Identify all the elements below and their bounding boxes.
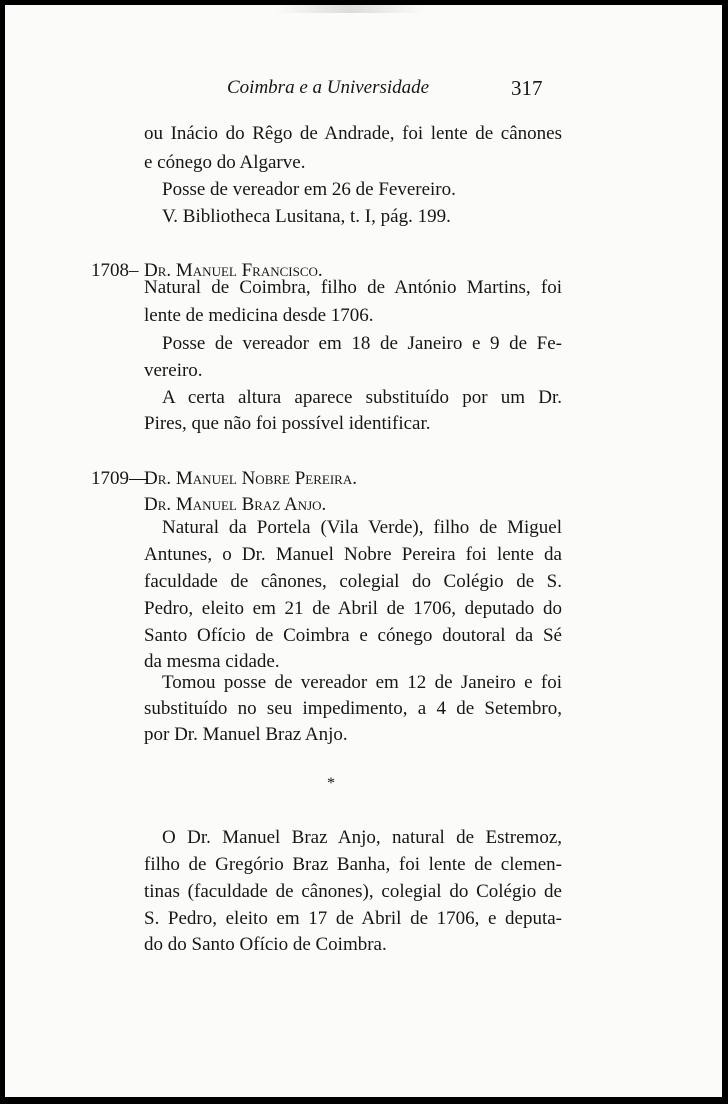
text-line: O Dr. Manuel Braz Anjo, natural de Estremoz, <box>162 827 562 848</box>
text-line: Pedro, eleito em 21 de Abril de 1706, deputado do <box>144 598 562 619</box>
text-line: Natural de Coimbra, filho de António Martins, foi <box>144 277 562 298</box>
scan-smudge <box>275 5 425 13</box>
section-separator: * <box>327 775 335 792</box>
entry-year: 1708– <box>91 260 139 281</box>
text-line: Tomou posse de vereador em 12 de Janeiro e foi <box>162 672 562 693</box>
text-line: substituído no seu impedimento, a 4 de Setembro, <box>144 698 562 719</box>
text-line: Antunes, o Dr. Manuel Nobre Pereira foi lente da <box>144 544 562 565</box>
text-line: por Dr. Manuel Braz Anjo. <box>144 724 348 745</box>
text-line: da mesma cidade. <box>144 651 280 672</box>
page-number: 317 <box>511 76 543 100</box>
text-line: vereiro. <box>144 360 203 381</box>
text-line: A certa altura aparece substituído por um Dr. <box>162 387 562 408</box>
text-line: V. Bibliotheca Lusitana, t. I, pág. 199. <box>162 206 451 227</box>
text-line: tinas (faculdade de cânones), colegial do Colégio de <box>144 881 562 902</box>
text-line: lente de medicina desde 1706. <box>144 305 374 326</box>
book-page <box>5 5 722 1097</box>
entry-heading: Dr. Manuel Francisco. <box>144 260 323 281</box>
entry-heading-secondary: Dr. Manuel Braz Anjo. <box>144 494 327 515</box>
text-line: Natural da Portela (Vila Verde), filho de Miguel <box>162 517 562 538</box>
entry-year: 1709— <box>91 468 148 489</box>
running-title: Coimbra e a Universidade <box>227 77 430 98</box>
text-line: Posse de vereador em 26 de Fevereiro. <box>162 179 456 200</box>
text-line: e cónego do Algarve. <box>144 152 306 173</box>
text-line: faculdade de cânones, colegial do Colégio de S. <box>144 571 562 592</box>
text-line: Pires, que não foi possível identificar. <box>144 413 431 434</box>
text-line: S. Pedro, eleito em 17 de Abril de 1706, e deputa- <box>144 908 562 929</box>
text-line: ou Inácio do Rêgo de Andrade, foi lente de cânones <box>144 123 562 144</box>
entry-heading: Dr. Manuel Nobre Pereira. <box>144 468 357 489</box>
text-line: Posse de vereador em 18 de Janeiro e 9 de Fe- <box>162 333 562 354</box>
text-line: Santo Ofício de Coimbra e cónego doutoral da Sé <box>144 625 562 646</box>
text-line: do do Santo Ofício de Coimbra. <box>144 934 387 955</box>
text-line: filho de Gregório Braz Banha, foi lente de clemen- <box>144 854 562 875</box>
